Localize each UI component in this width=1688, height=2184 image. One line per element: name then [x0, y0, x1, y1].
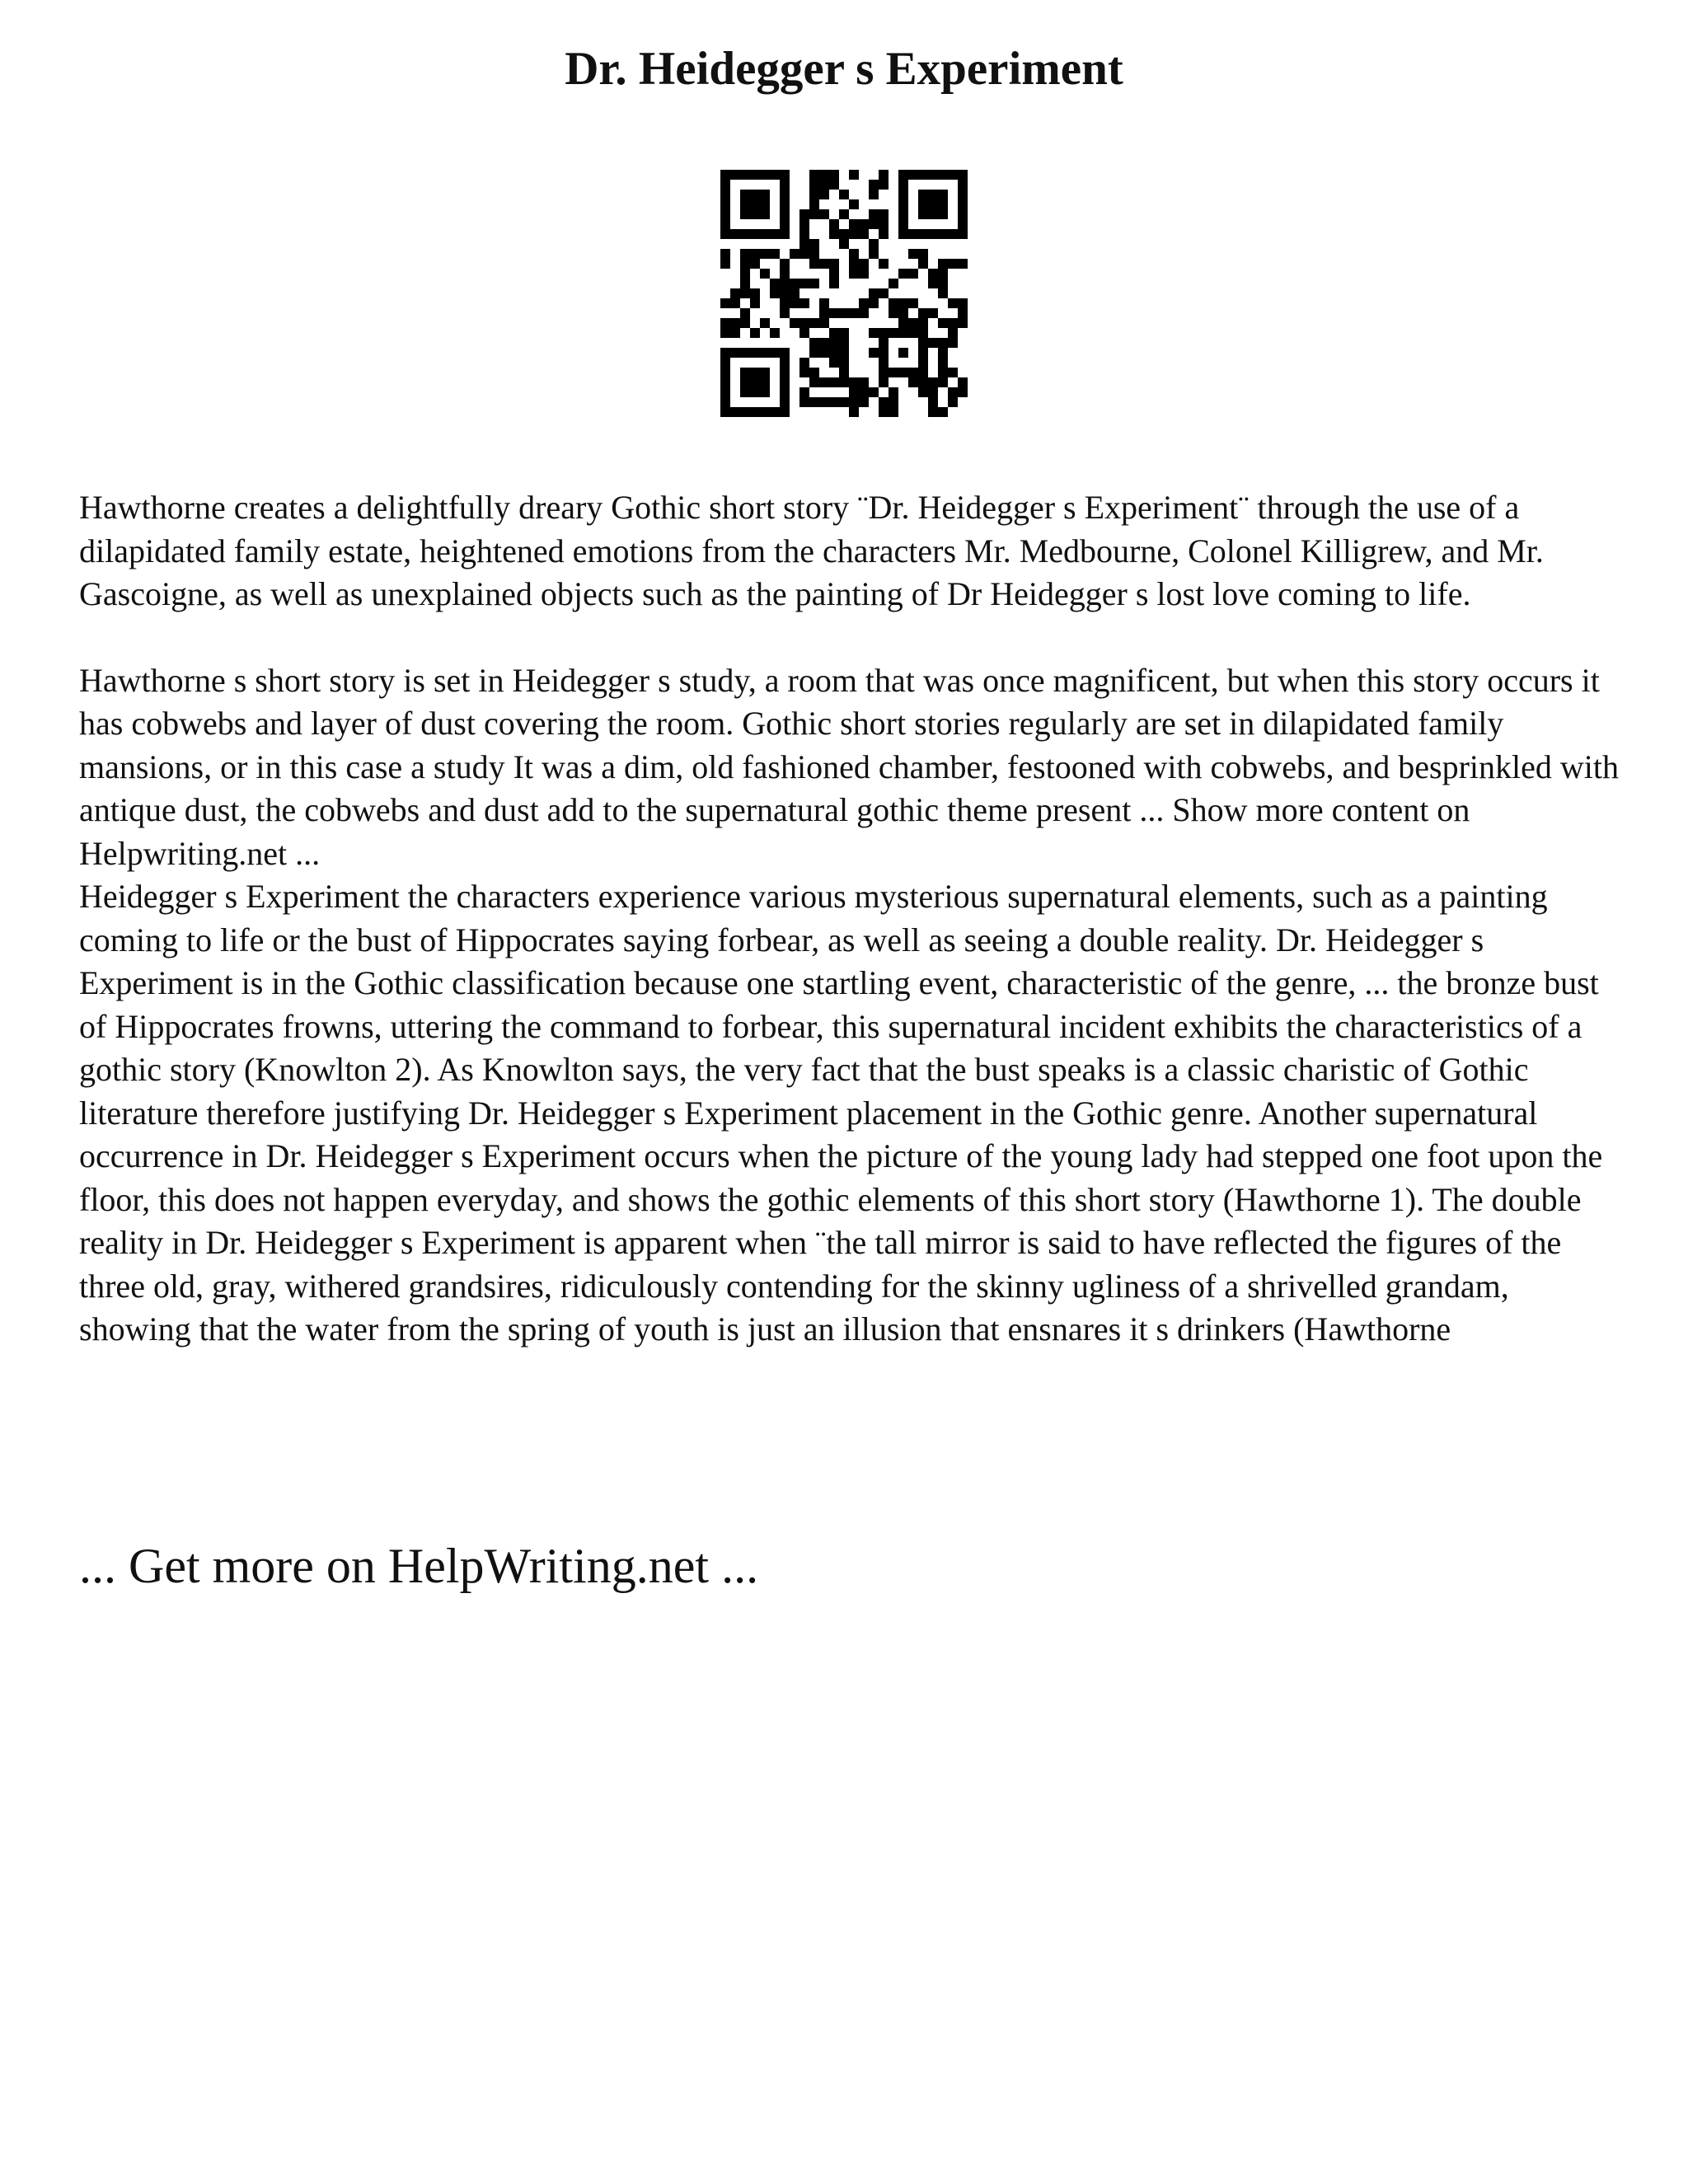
get-more-link[interactable]: ... Get more on HelpWriting.net ...	[79, 1539, 759, 1593]
document-body	[79, 486, 1629, 1352]
document-title: Dr. Heidegger s Experiment	[565, 43, 1123, 95]
qr-code-icon	[720, 170, 968, 417]
paragraph-supernatural: Heidegger s Experiment the characters experience various mysterious supernatural elements, such as a painting coming to life or the bust of Hippocrates saying forbear, as well as seeing a double reality. Dr. Heidegger s Experiment is in the Gothic classification because one startling event, characteristic of the genre, ... the bronze bust of Hippocrates frowns, uttering the command to forbear, this supernatural incident exhibits the characteristics of a gothic story (Knowlton 2). As Knowlton says, the very fact that the bust speaks is a classic charistic of Gothic literature therefore justifying Dr. Heidegger s Experiment placement in the Gothic genre. Another supernatural occurrence in Dr. Heidegger s Experiment occurs when the picture of the young lady had stepped one foot upon the floor, this does not happen everyday, and shows the gothic elements of this short story (Hawthorne 1). The double reality in Dr. Heidegger s Experiment is apparent when ¨the tall mirror is said to have reflected the figures of the three old, gray, withered grandsires, ridiculously contending for the skinny ugliness of a shrivelled grandam, showing that the water from the spring of youth is just an illusion that ensnares it s drinkers (Hawthorne	[79, 878, 1603, 1347]
paragraph-setting: Hawthorne s short story is set in Heidegger s study, a room that was once magnificent, but when this story occurs it has cobwebs and layer of dust covering the room. Gothic short stories regularly are set in dilapidated family mansions, or in this case a study It was a dim, old fashioned chamber, festooned with cobwebs, and besprinkled with antique dust, the cobwebs and dust add to the supernatural gothic theme present ... Show more content on Helpwriting.net ...	[79, 661, 1620, 872]
paragraph-intro: Hawthorne creates a delightfully dreary Gothic short story ¨Dr. Heidegger s Experiment¨ through the use of a dilapidated family estate, heightened emotions from the characters Mr. Medbourne, Colonel Killigrew, and Mr. Gascoigne, as well as unexplained objects such as the painting of Dr Heidegger s lost love coming to life.	[79, 489, 1544, 612]
